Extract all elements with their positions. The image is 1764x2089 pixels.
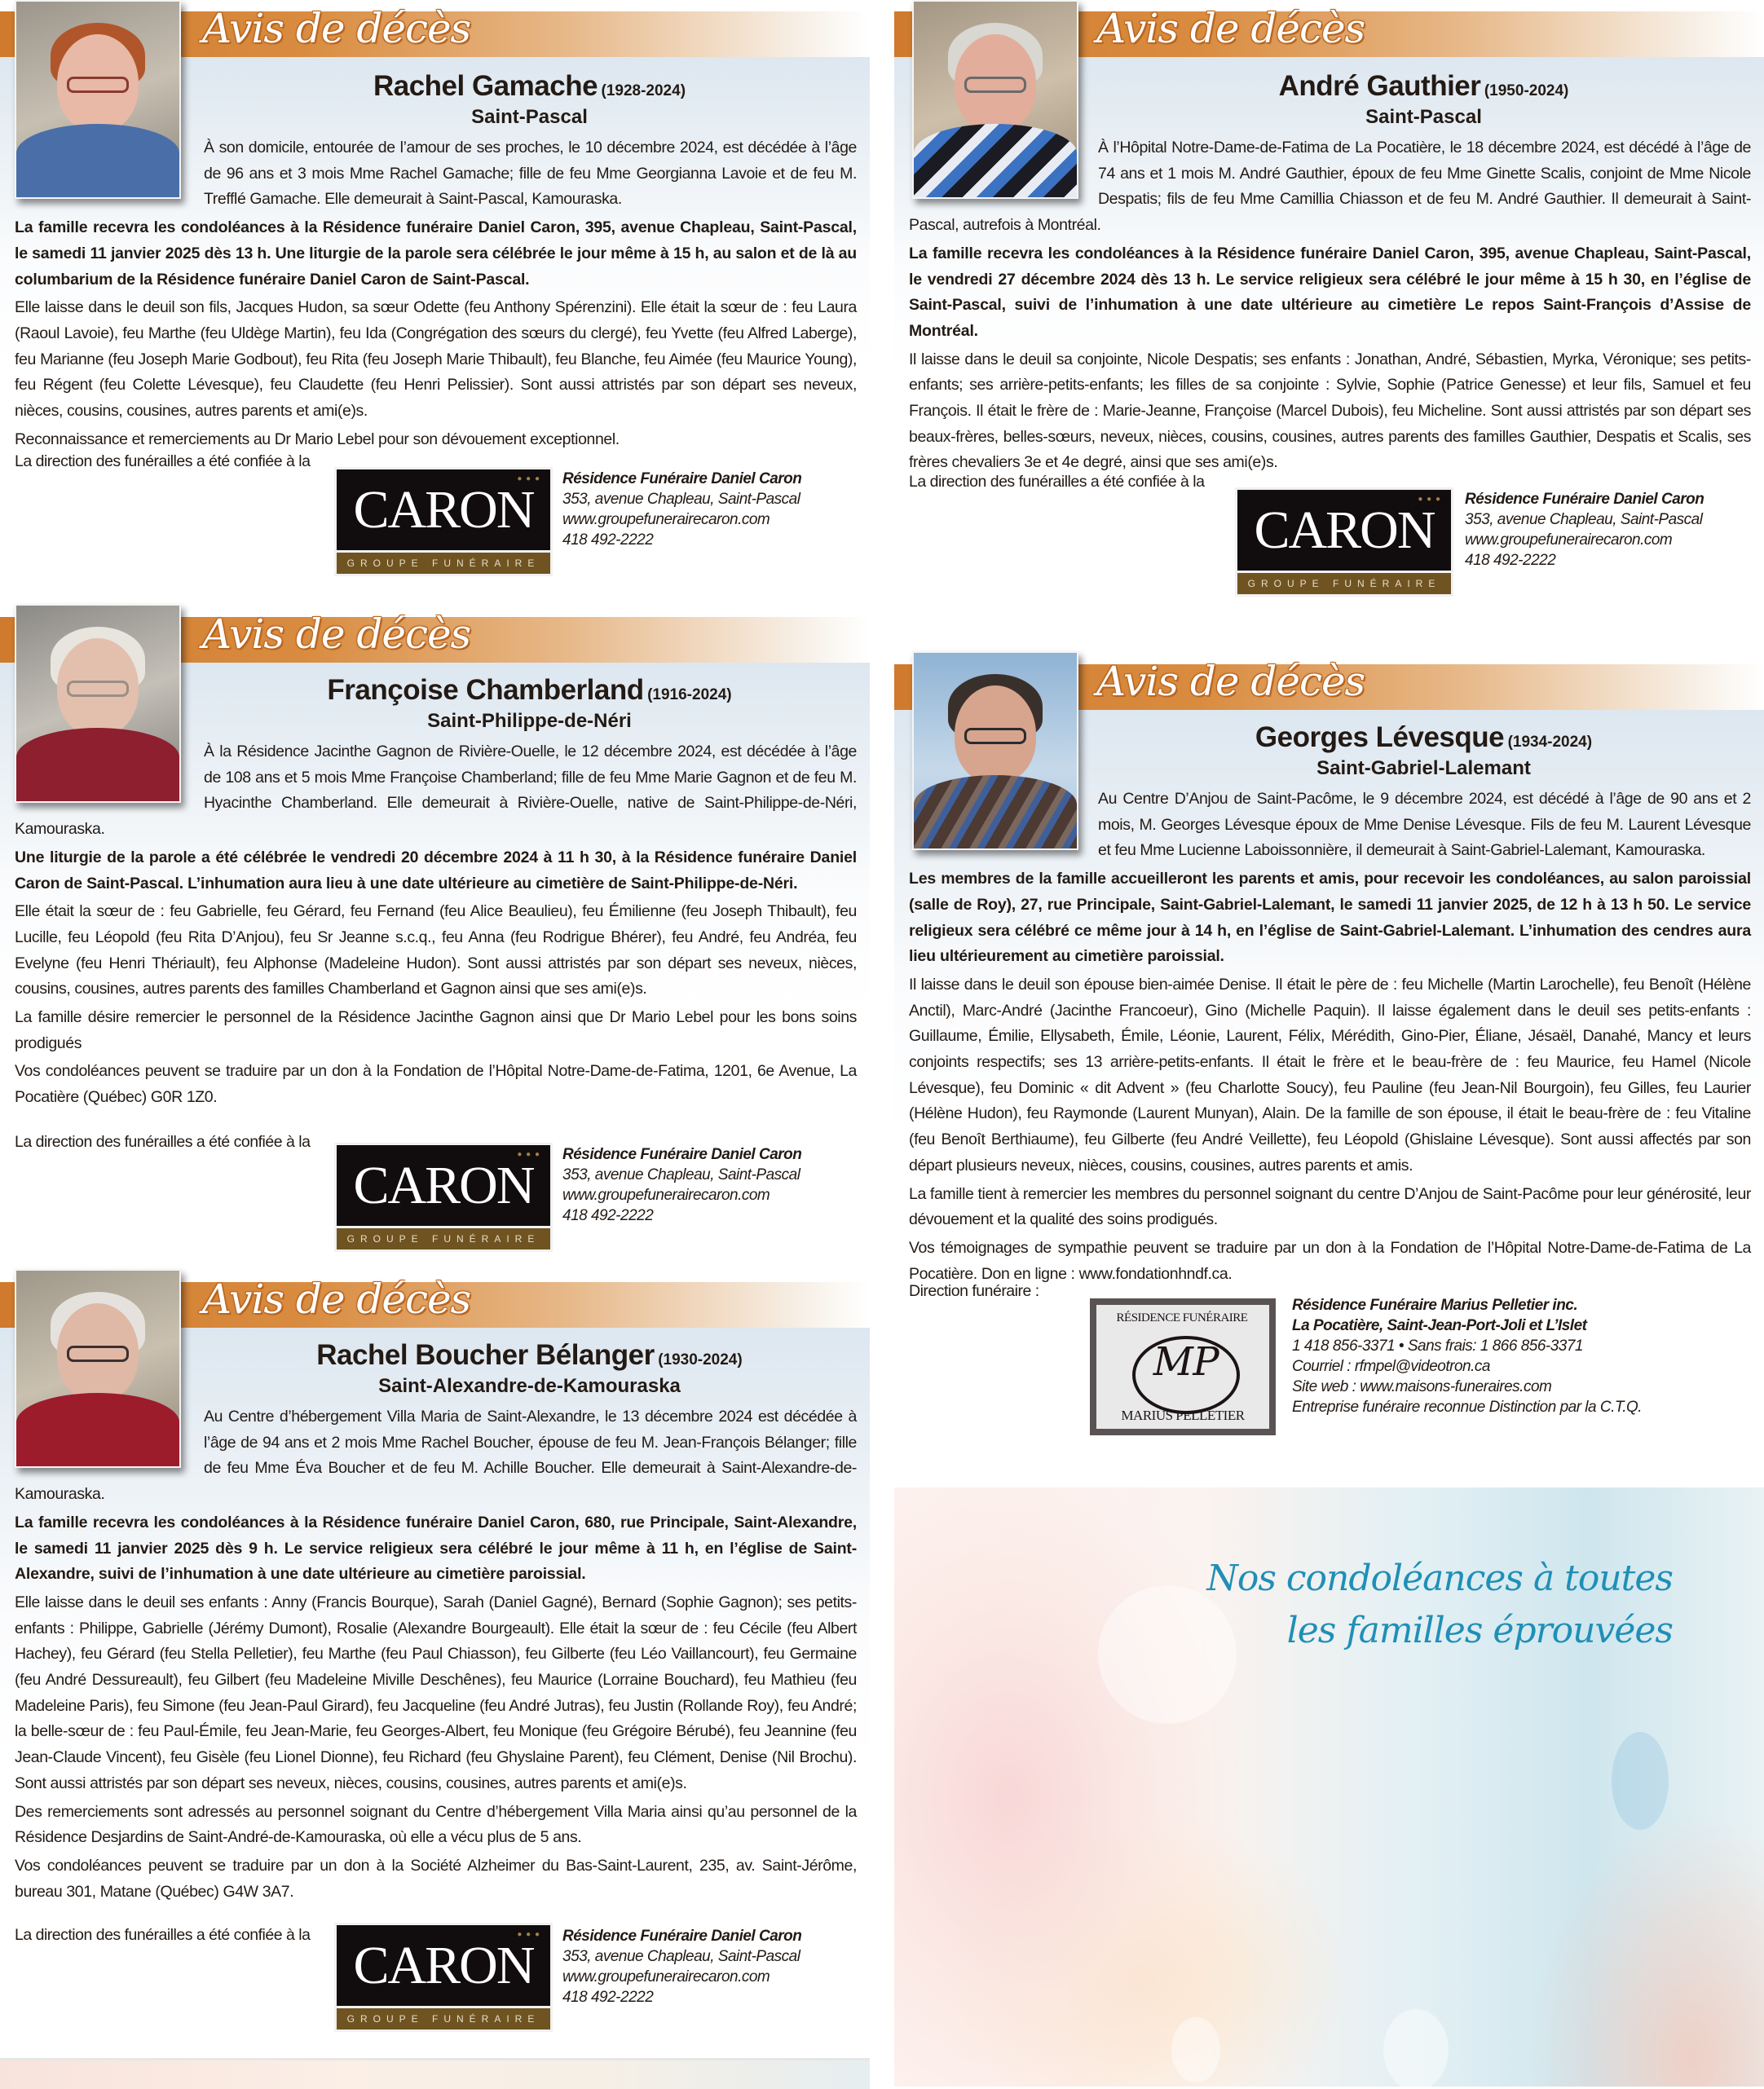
bokeh-circle	[1171, 2017, 1220, 2082]
funeral-home-name: Résidence Funéraire Daniel Caron	[1465, 491, 1704, 508]
intro-paragraph: À la Résidence Jacinthe Gagnon de Rivière-Ouelle, le 12 décembre 2024, est décédée à l’âge de 108 ans et 5 mois Mme Françoise Chamberland; fille de feu Mme Marie Gagnon et de feu M. Hyacinthe Chamberland. Elle demeurait à Rivière-Ouelle, native de Saint-Philippe-de-Néri, Kamouraska.	[15, 743, 857, 839]
caron-wordmark: CARON	[353, 480, 534, 540]
notice-title: Avis de décès	[1096, 5, 1365, 52]
funeral-home-address: 353, avenue Chapleau, Saint-Pascal	[562, 491, 800, 508]
caron-wordmark: CARON	[353, 1936, 534, 1995]
thanks-paragraph: Reconnaissance et remerciements au Dr Mario Lebel pour son dévouement exceptionnel.	[15, 430, 620, 448]
intro-paragraph: À son domicile, entourée de l’amour de ses proches, le 10 décembre 2024, est décédée à l’âge de 96 ans et 3 mois Mme Rachel Gamache; fille de feu Mme Georgianna Lavoie et de feu M. Trefflé Gamache. Elle demeurait à Saint-Pascal, Kamouraska.	[204, 139, 857, 209]
caron-wordmark: CARON	[1254, 500, 1435, 560]
obituary-francoise-chamberland	[0, 599, 870, 1243]
funeral-home-name: Résidence Funéraire Daniel Caron	[562, 1928, 802, 1945]
funeral-home-name: Résidence Funéraire Daniel Caron	[562, 470, 802, 487]
family-paragraph: Il laisse dans le deuil sa conjointe, Nicole Despatis; ses enfants : Jonathan, André, Sébastien, Myrka, Véronique; ses petits-enfants; ses arrière-petits-enfants; les filles de sa conjointe : Sylvie, Sophie (Patrice Genesse) et leur fils, Samuel et feu François. Il était le frère de : Marie-Jeanne, Françoise (Marcel Dubois), feu Micheline. Sont aussi attristés par son départ ses beaux-frères, belles-sœurs, neveux, nièces, cousins, cousines, autres parents des familles Gauthier, Despatis et Scalis, ses frères chevaliers 3e et 4e degré, ainsi que ses ami(e)s.	[909, 350, 1751, 472]
notice-title: Avis de décès	[202, 610, 471, 658]
caron-subtitle: GROUPE FUNÉRAIRE	[337, 2006, 550, 2030]
funeral-home-address: 353, avenue Chapleau, Saint-Pascal	[562, 1948, 800, 1965]
funeral-home-phone: 418 492-2222	[562, 1207, 654, 1224]
funeral-home-phone: 418 492-2222	[562, 1989, 654, 2006]
condolence-line-1: Nos condoléances à toutes	[1206, 1558, 1673, 1599]
life-years: (1934-2024)	[1507, 734, 1593, 751]
deceased-name: Françoise Chamberland	[327, 674, 644, 706]
service-paragraph: La famille recevra les condoléances à la Résidence funéraire Daniel Caron, 395, avenue Chapleau, Saint-Pascal, le vendredi 27 décembre 2024 dès 13 h. Le service religieux sera célébré le jour même à 15 h 30, en l’église de Saint-Pascal, suivi de l’inhumation à une date ultérieure au cimetière Le repos Saint-François d’Assise de Montréal.	[909, 244, 1751, 340]
life-years: (1928-2024)	[601, 82, 686, 99]
donation-paragraph: Vos témoignages de sympathie peuvent se traduire par un don à la Fondation de l’Hôpital Notre-Dame-de-Fatima de La Pocatière. Don en ligne : www.fondationhndf.ca.	[909, 1238, 1751, 1283]
caron-subtitle: GROUPE FUNÉRAIRE	[1237, 571, 1451, 594]
deceased-name: Georges Lévesque	[1255, 721, 1505, 753]
funeral-home-website[interactable]: www.groupefunerairecaron.com	[1465, 531, 1673, 549]
service-paragraph: La famille recevra les condoléances à la Résidence funéraire Daniel Caron, 395, avenue Chapleau, Saint-Pascal, le samedi 11 janvier 2025 dès 13 h. Une liturgie de la parole sera célébrée le jour même à 15 h, au salon et de là au columbarium de la Résidence funéraire Daniel Caron de Saint-Pascal.	[15, 218, 857, 289]
caron-logo	[334, 1923, 553, 2032]
obituary-rachel-boucher-belanger	[0, 1267, 870, 2058]
thanks-paragraph: La famille désire remercier le personnel de la Résidence Jacinthe Gagnon ainsi que Dr Mario Lebel pour les bons soins prodigués	[15, 1008, 857, 1052]
donation-paragraph: Vos condoléances peuvent se traduire par un don à la Société Alzheimer du Bas-Saint-Laurent, 235, av. Saint-Jérôme, bureau 301, Matane (Québec) G4W 3A7.	[15, 1856, 857, 1901]
family-paragraph: Elle laisse dans le deuil son fils, Jacques Hudon, sa sœur Odette (feu Anthony Spérenzini). Elle était la sœur de : feu Laura (Raoul Lavoie), feu Marthe (feu Uldège Martin), feu Ida (Congrégation des sœurs du clergé), feu Yvette (feu Alfred Laberge), feu Marianne (feu Joseph Marie Godbout), feu Rita (feu Joseph Marie Thibault), feu Blanche, feu Aimée (feu Maurice Young), feu Régent (feu Colette Lévesque), feu Claudette (feu Henri Pelissier). Sont aussi attristés par son départ ses neveux, nièces, cousins, cousines, autres parents et ami(e)s.	[15, 298, 857, 421]
bokeh-circle	[1612, 1732, 1669, 1830]
funeral-home-website[interactable]: www.groupefunerairecaron.com	[562, 1968, 770, 1985]
notice-title: Avis de décès	[202, 1276, 471, 1323]
family-paragraph: Elle laisse dans le deuil ses enfants : Anny (Francis Bourque), Sarah (Daniel Gagné), Bernard (Sophie Gagnon); ses petits-enfants : Philippe, Gabrielle (Jérémy Dumont), Rosalie (Alexandre Bourgeault). Elle était la sœur de : feu Cécile (feu Albert Hachey), feu Gérard (feu Stella Pelletier), feu Marthe (feu Paul Chiasson), feu Gilberte (feu Léo Vaillancourt), feu Germaine (feu André Dessureault), feu Gilbert (feu Madeleine Miville Deschênes), feu Maurice (Lorraine Bouchard), feu Mathieu (feu Madeleine Paris), feu Simone (feu Jean-Paul Girard), feu Jacqueline (feu André Jutras), feu Justin (Rollande Roy), feu André; la belle-sœur de : feu Paul-Émile, feu Jean-Marie, feu Georges-Albert, feu Monique (feu Grégoire Bérubé), feu Jeannine (feu Jean-Claude Vincent), feu Gisèle (feu Lionel Dionne), feu Richard (feu Ghyslaine Parent), feu Clément, Denise (Nil Brochu). Sont aussi attristés par son départ ses neveux, nièces, cousins, cousines, autres parents et ami(e)s.	[15, 1593, 857, 1792]
funeral-home-website[interactable]: Site web : www.maisons-funeraires.com	[1292, 1378, 1552, 1395]
funeral-home-phone: 418 492-2222	[1465, 552, 1556, 569]
deceased-name-line	[1096, 70, 1751, 103]
funeral-direction-label: La direction des funérailles a été confiée à la	[15, 1133, 311, 1151]
funeral-home-name: Résidence Funéraire Daniel Caron	[562, 1146, 802, 1163]
hometown: Saint-Pascal	[1365, 106, 1482, 128]
funeral-home-info	[562, 1144, 801, 1226]
funeral-home-website[interactable]: www.groupefunerairecaron.com	[562, 1187, 770, 1204]
condolence-line-2: les familles éprouvées	[1286, 1610, 1673, 1651]
funeral-direction	[15, 1133, 857, 1245]
deceased-name: André Gauthier	[1278, 70, 1481, 102]
funeral-home-info	[1465, 489, 1704, 571]
funeral-direction	[909, 1282, 1751, 1423]
obituary-rachel-gamache	[0, 0, 870, 571]
obituary-georges-levesque	[894, 648, 1764, 1430]
service-paragraph: Une liturgie de la parole a été célébrée le vendredi 20 décembre 2024 à 11 h 30, à la Résidence funéraire Daniel Caron de Saint-Pascal. L’inhumation aura lieu à une date ultérieure au cimetière de Saint-Philippe-de-Néri.	[15, 848, 857, 892]
intro-paragraph: À l’Hôpital Notre-Dame-de-Fatima de La Pocatière, le 18 décembre 2024, est décédé à l’âge de 74 ans et 1 mois M. André Gauthier, époux de feu Mme Ginette Scalis, conjoint de Mme Nicole Despatis; fils de feu Mme Camillia Chiasson et de feu M. André Gauthier. Il demeurait à Saint-Pascal, autrefois à Montréal.	[909, 139, 1751, 235]
notice-title: Avis de décès	[202, 5, 471, 52]
life-years: (1950-2024)	[1484, 82, 1569, 99]
decorative-floral-strip	[0, 2058, 870, 2089]
hometown: Saint-Gabriel-Lalemant	[1316, 757, 1531, 779]
funeral-home-info	[1292, 1295, 1642, 1417]
caron-logo	[334, 1143, 553, 1252]
logo-arc-text: RÉSIDENCE FUNÉRAIRE	[1116, 1311, 1248, 1324]
logo-monogram: MP	[1153, 1339, 1219, 1385]
funeral-home-distinction: Entreprise funéraire reconnue Distinction par la C.T.Q.	[1292, 1399, 1643, 1416]
caron-logo	[1235, 487, 1453, 597]
funeral-home-website[interactable]: www.groupefunerairecaron.com	[562, 511, 770, 528]
deceased-name-line	[1096, 721, 1751, 754]
family-paragraph: Elle était la sœur de : feu Gabrielle, feu Gérard, feu Fernand (feu Alice Beaulieu), feu Émilienne (feu Joseph Thibault), feu Lucille, feu Léopold (feu Rita D’Anjou), feu Sr Jeanne s.c.q., feu Anna (feu Rodrigue Bhérer), feu André, feu Andréa, feu Evelyne (feu Henri Thériault), feu Alphonse (Madeleine Hudon). Sont aussi attristés par son départ ses neveux, nièces, cousins, cousines, autres parents des familles Chamberland et Gagnon ainsi que ses ami(e)s.	[15, 902, 857, 998]
hometown: Saint-Philippe-de-Néri	[427, 710, 632, 732]
notice-body	[15, 1404, 857, 1907]
intro-paragraph: Au Centre d’hébergement Villa Maria de Saint-Alexandre, le 13 décembre 2024 est décédée à l’âge de 94 ans et 2 mois Mme Rachel Boucher, épouse de feu M. Jean-François Bélanger; fille de feu Mme Éva Boucher et de feu M. Achille Boucher. Elle demeurait à Saint-Alexandre-de-Kamouraska.	[15, 1408, 857, 1504]
notice-body	[15, 135, 857, 455]
service-paragraph: Les membres de la famille accueilleront les parents et amis, pour recevoir les condoléances, au salon paroissial (salle de Roy), 27, rue Principale, Saint-Gabriel-Lalemant, le samedi 11 janvier 2025, de 12 h à 13 h 50. Le service religieux sera célébré ce même jour à 14 h, en l’église de Saint-Gabriel-Lalemant. L’inhumation des cendres aura lieu ultérieurement au cimetière paroissial.	[909, 870, 1751, 966]
deceased-name-line	[202, 70, 857, 103]
notice-body	[909, 135, 1751, 478]
caron-subtitle: GROUPE FUNÉRAIRE	[337, 550, 550, 574]
funeral-home-address: 353, avenue Chapleau, Saint-Pascal	[562, 1166, 800, 1183]
notice-body	[15, 739, 857, 1113]
funeral-direction-label: La direction des funérailles a été confiée à la	[909, 473, 1205, 491]
caron-wordmark: CARON	[353, 1156, 534, 1215]
funeral-direction	[15, 452, 857, 569]
funeral-home-info	[562, 1926, 801, 2007]
obituary-andre-gauthier	[894, 0, 1764, 591]
funeral-home-name: Résidence Funéraire Marius Pelletier inc.	[1292, 1297, 1578, 1314]
logo-dots: ● ● ●	[1418, 495, 1441, 504]
donation-paragraph: Vos condoléances peuvent se traduire par un don à la Fondation de l’Hôpital Notre-Dame-de-Fatima, 1201, 6e Avenue, La Pocatière (Québec) G0R 1Z0.	[15, 1062, 857, 1107]
logo-dots: ● ● ●	[517, 474, 540, 483]
funeral-home-email[interactable]: Courriel : rfmpel@videotron.ca	[1292, 1358, 1490, 1375]
funeral-home-address: 353, avenue Chapleau, Saint-Pascal	[1465, 511, 1703, 528]
marius-pelletier-logo	[1090, 1298, 1276, 1435]
funeral-home-locations: La Pocatière, Saint-Jean-Port-Joli et L’Islet	[1292, 1317, 1587, 1334]
deceased-name-line	[202, 674, 857, 707]
funeral-direction	[909, 473, 1751, 589]
condolence-panel	[894, 1487, 1764, 2087]
bokeh-circle	[1383, 2009, 1449, 2087]
thanks-paragraph: La famille tient à remercier les membres du personnel soignant du centre D’Anjou de Saint-Pacôme pour leur générosité, leur dévouement et la qualité des soins prodigués.	[909, 1184, 1751, 1229]
logo-dots: ● ● ●	[517, 1150, 540, 1159]
funeral-direction-label: Direction funéraire :	[909, 1282, 1039, 1300]
deceased-name-line	[202, 1339, 857, 1372]
funeral-home-phones: 1 418 856-3371 • Sans frais: 1 866 856-3371	[1292, 1338, 1583, 1355]
condolence-message	[1206, 1553, 1673, 1657]
caron-logo	[334, 467, 553, 576]
service-paragraph: La famille recevra les condoléances à la Résidence funéraire Daniel Caron, 680, rue Principale, Saint-Alexandre, le samedi 11 janvier 2025 dès 9 h. Le service religieux sera célébré le jour même à 11 h, en l’église de Saint-Alexandre, suivi de l’inhumation à une date ultérieure au cimetière paroissial.	[15, 1513, 857, 1584]
funeral-home-phone: 418 492-2222	[562, 531, 654, 549]
funeral-direction-label: La direction des funérailles a été confiée à la	[15, 452, 311, 470]
caron-subtitle: GROUPE FUNÉRAIRE	[337, 1226, 550, 1249]
life-years: (1916-2024)	[647, 686, 732, 703]
deceased-name: Rachel Boucher Bélanger	[316, 1339, 655, 1371]
logo-dots: ● ● ●	[517, 1930, 540, 1939]
intro-paragraph: Au Centre D’Anjou de Saint-Pacôme, le 9 décembre 2024, est décédé à l’âge de 90 ans et 2 mois, M. Georges Lévesque époux de Mme Denise Lévesque. Fils de feu M. Laurent Lévesque et feu Mme Lucienne Laboissonnière, il demeurait à Saint-Gabriel-Lalemant, Kamouraska.	[1098, 790, 1751, 860]
notice-title: Avis de décès	[1096, 658, 1365, 705]
logo-bottom-text: MARIUS PELLETIER	[1121, 1408, 1245, 1423]
thanks-paragraph: Des remerciements sont adressés au personnel soignant du Centre d’hébergement Villa Maria ainsi qu’au personnel de la Résidence Desjardins de Saint-André-de-Kamouraska, où elle a vécu plus de 5 ans.	[15, 1802, 857, 1847]
family-paragraph: Il laisse dans le deuil son épouse bien-aimée Denise. Il était le père de : feu Michelle (Martin Larochelle), feu Benoît (Hélène Anctil), Marc-André (Jacinthe Francoeur), Gino (Michelle Paquin). Il laisse également dans le deuil ses petits-enfants : Guillaume, Émilie, Ellysabeth, Émile, Léonie, Laurent, Félix, Mérédith, Gino-Pier, Éliane, Jésaël, Danahé, Mancy et leurs conjoints respectifs; ses 13 arrière-petits-enfants. Il était le frère et le beau-frère de : feu Maurice, feu Hamel (Nicole Lévesque), feu Dominic « dit Advent » (feu Charlotte Soucy), feu Pauline (feu Jean-Nil Bourgoin), feu Gilles, feu Laurier (Hélène Hudon), feu Raymonde (Laurent Munyan), Alain. De la famille de son épouse, il était le beau-frère de : feu Vitaline (feu Benoît Berthiaume), feu Gilberte (feu André Veillette), feu Léopold (Ghislaine Lévesque). Sont aussi affectés par son départ plusieurs neveux, nièces, cousins, cousines, autres parents et amis.	[909, 975, 1751, 1175]
deceased-name: Rachel Gamache	[373, 70, 598, 102]
life-years: (1930-2024)	[658, 1351, 743, 1368]
hometown: Saint-Alexandre-de-Kamouraska	[378, 1375, 681, 1397]
hometown: Saint-Pascal	[471, 106, 588, 128]
notice-body	[909, 787, 1751, 1289]
funeral-direction	[15, 1926, 857, 2025]
funeral-home-info	[562, 469, 801, 550]
funeral-direction-label: La direction des funérailles a été confiée à la	[15, 1926, 311, 1944]
